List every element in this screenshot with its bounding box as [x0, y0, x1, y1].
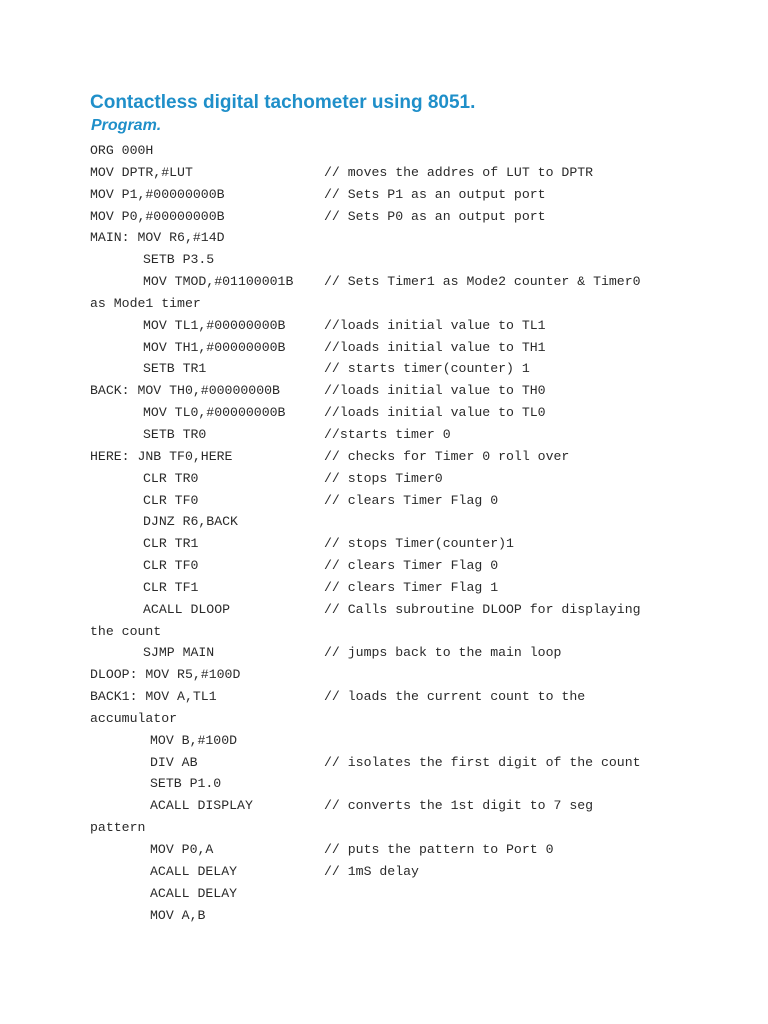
code-instruction: pattern [90, 820, 146, 836]
code-line [90, 424, 690, 446]
code-instruction: MOV P0,#00000000B [90, 208, 225, 224]
code-line [90, 839, 690, 861]
code-comment: // 1mS delay [324, 863, 419, 879]
code-line [90, 315, 690, 337]
code-instruction: MOV TH1,#00000000B [143, 339, 286, 355]
code-instruction: as Mode1 timer [90, 295, 201, 311]
code-line [90, 621, 690, 643]
code-line [90, 271, 690, 293]
code-instruction: SETB TR1 [143, 361, 207, 377]
code-line [90, 861, 690, 883]
code-line [90, 555, 690, 577]
code-line [90, 642, 690, 664]
code-comment: // stops Timer(counter)1 [324, 536, 514, 552]
code-listing [90, 140, 690, 926]
code-line [90, 293, 690, 315]
code-line [90, 708, 690, 730]
code-instruction: ACALL DELAY [150, 863, 238, 879]
code-comment: // Sets P1 as an output port [324, 186, 546, 202]
code-instruction: ACALL DLOOP [143, 601, 231, 617]
code-comment: // isolates the first digit of the count [324, 754, 641, 770]
code-instruction: BACK1: MOV A,TL1 [90, 689, 217, 705]
code-instruction: SETB P1.0 [150, 776, 222, 792]
code-line [90, 337, 690, 359]
code-line [90, 511, 690, 533]
code-line [90, 227, 690, 249]
code-line [90, 184, 690, 206]
code-instruction: ACALL DELAY [150, 885, 238, 901]
code-comment: // checks for Timer 0 roll over [324, 448, 570, 464]
code-line [90, 817, 690, 839]
code-instruction: MOV P0,A [150, 842, 214, 857]
code-comment: // Sets P0 as an output port [324, 208, 546, 224]
code-line [90, 599, 690, 621]
code-line [90, 490, 690, 512]
code-line [90, 664, 690, 686]
code-comment: // moves the addres of LUT to DPTR [324, 164, 594, 180]
code-comment: //loads initial value to TH1 [324, 339, 546, 355]
code-instruction: BACK: MOV TH0,#00000000B [90, 383, 280, 399]
code-instruction: MOV TL1,#00000000B [143, 317, 286, 333]
code-instruction: CLR TF1 [143, 579, 199, 595]
code-line [90, 730, 690, 752]
code-line [90, 883, 690, 905]
code-instruction: ORG 000H [90, 143, 154, 158]
code-comment: //loads initial value to TL0 [324, 405, 546, 421]
code-comment: // clears Timer Flag 1 [324, 579, 499, 595]
code-instruction: ACALL DISPLAY [150, 798, 253, 814]
code-instruction: MOV TL0,#00000000B [143, 405, 286, 421]
code-instruction: HERE: JNB TF0,HERE [90, 448, 233, 464]
code-comment: // puts the pattern to Port 0 [324, 842, 554, 857]
code-instruction: SETB TR0 [143, 426, 207, 442]
code-comment: //loads initial value to TL1 [324, 317, 546, 333]
code-comment: // converts the 1st digit to 7 seg [324, 798, 594, 814]
code-line [90, 752, 690, 774]
code-instruction: MOV P1,#00000000B [90, 186, 225, 202]
code-line [90, 795, 690, 817]
code-instruction: CLR TR1 [143, 536, 199, 552]
code-instruction: accumulator [90, 710, 178, 726]
code-comment: // Sets Timer1 as Mode2 counter & Timer0 [324, 274, 641, 290]
code-comment: //starts timer 0 [324, 426, 451, 442]
code-instruction: SJMP MAIN [143, 645, 215, 661]
code-line [90, 380, 690, 402]
code-comment: // clears Timer Flag 0 [324, 558, 499, 574]
code-line [90, 533, 690, 555]
program-subheading: Program. [91, 117, 162, 134]
code-instruction: MOV DPTR,#LUT [90, 164, 193, 180]
code-line [90, 206, 690, 228]
code-line [90, 905, 690, 927]
code-instruction: DLOOP: MOV R5,#100D [90, 667, 241, 683]
code-line [90, 358, 690, 380]
code-comment: // stops Timer0 [324, 470, 443, 486]
code-comment: // loads the current count to the [324, 689, 586, 705]
code-line [90, 773, 690, 795]
code-instruction: SETB P3.5 [143, 252, 215, 268]
code-instruction: DIV AB [150, 754, 198, 770]
code-line [90, 140, 690, 162]
code-instruction: CLR TF0 [143, 492, 199, 508]
code-comment: // Calls subroutine DLOOP for displaying [324, 601, 641, 617]
code-instruction: MOV TMOD,#01100001B [143, 274, 294, 290]
document-title: Contactless digital tachometer using 8051. [90, 92, 476, 113]
code-line [90, 402, 690, 424]
code-line [90, 468, 690, 490]
code-instruction: MOV A,B [150, 907, 206, 923]
code-instruction: the count [90, 623, 162, 639]
code-instruction: CLR TF0 [143, 558, 199, 574]
code-instruction: MAIN: MOV R6,#14D [90, 230, 225, 246]
code-line [90, 249, 690, 271]
code-instruction: MOV B,#100D [150, 732, 238, 748]
code-line [90, 162, 690, 184]
code-comment: // starts timer(counter) 1 [324, 361, 530, 377]
code-line [90, 446, 690, 468]
code-comment: // clears Timer Flag 0 [324, 492, 499, 508]
code-instruction: CLR TR0 [143, 470, 199, 486]
code-comment: // jumps back to the main loop [324, 645, 562, 661]
code-instruction: DJNZ R6,BACK [143, 514, 238, 530]
code-line [90, 577, 690, 599]
code-line [90, 686, 690, 708]
code-comment: //loads initial value to TH0 [324, 383, 546, 399]
